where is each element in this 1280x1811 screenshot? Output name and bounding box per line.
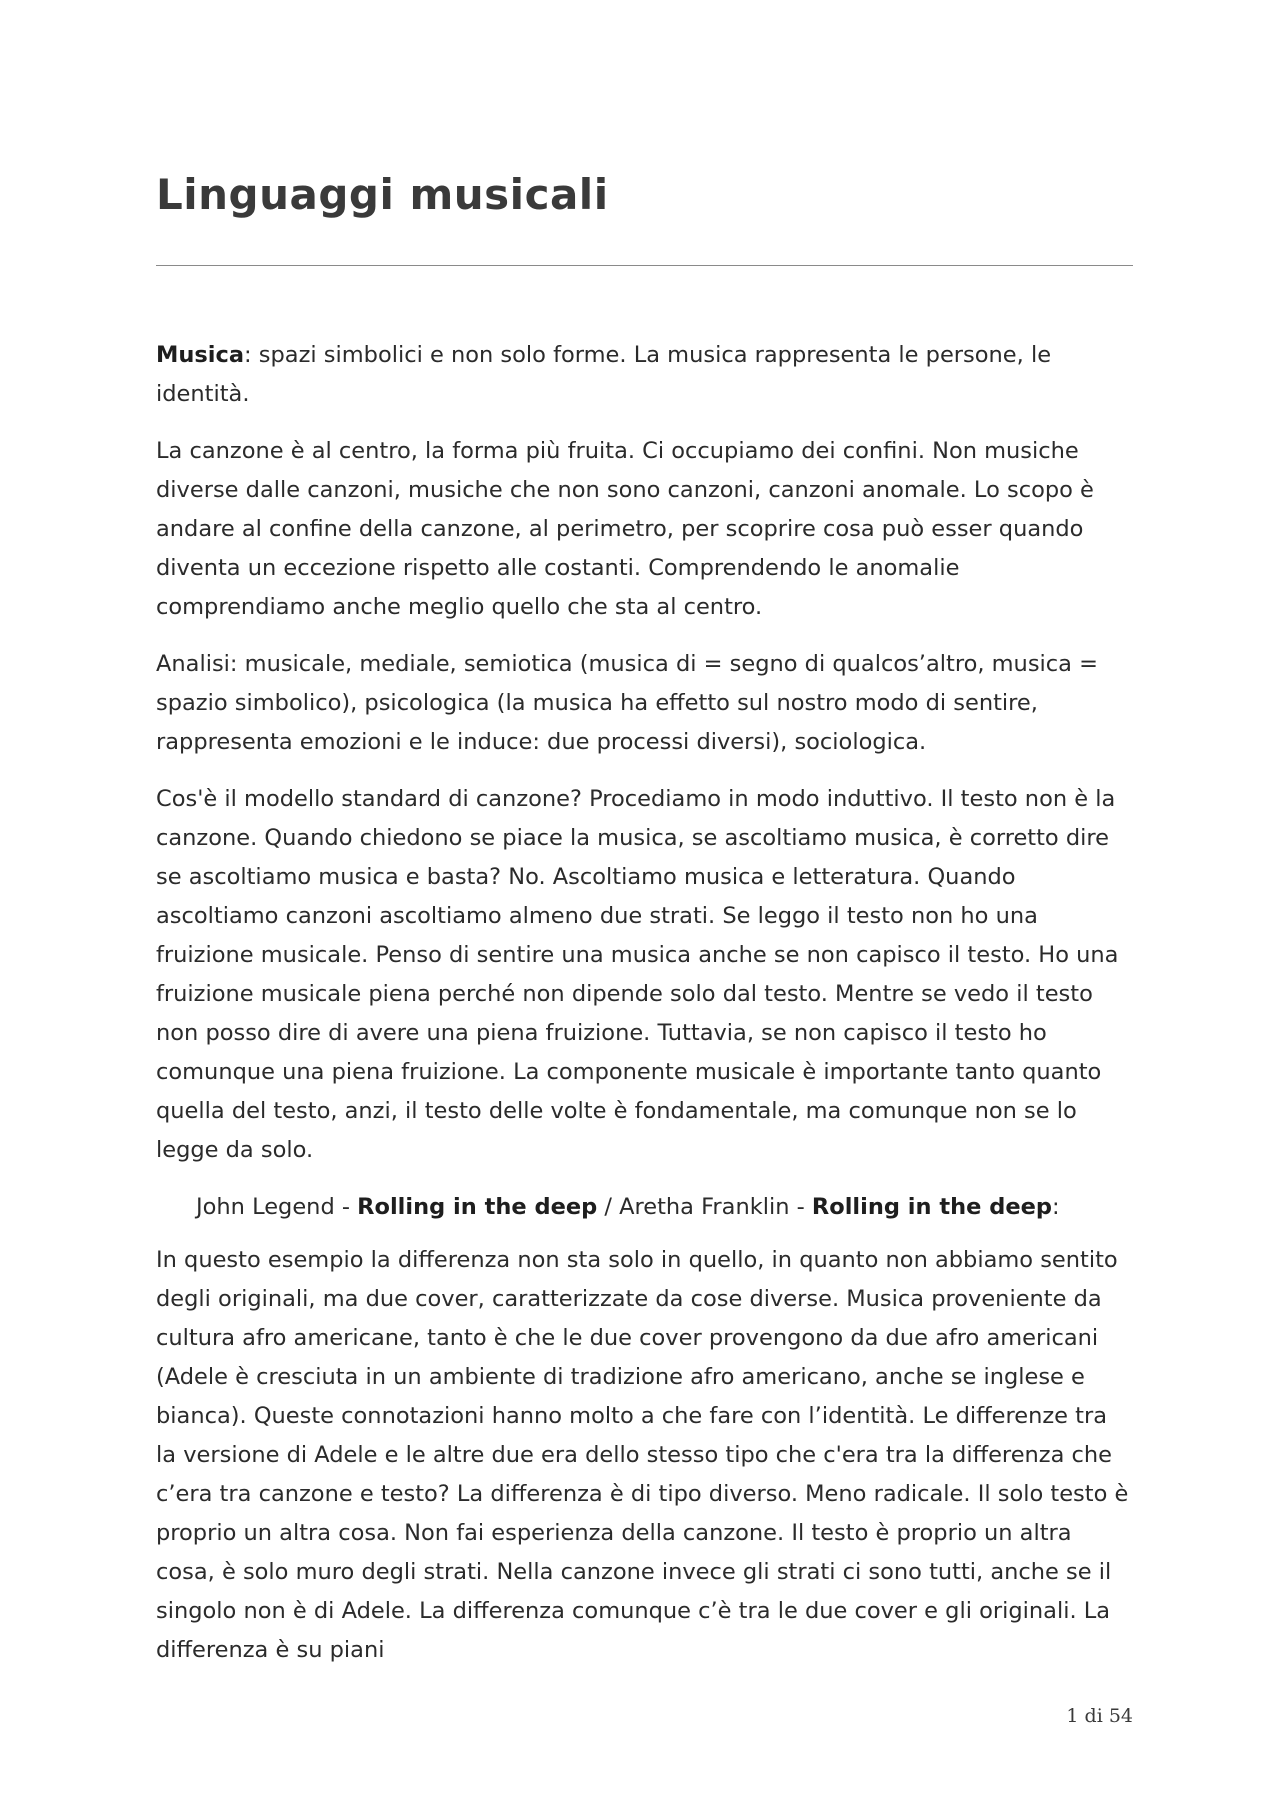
paragraph-canzone: La canzone è al centro, la forma più fruita. Ci occupiamo dei confini. Non musiche diverse dalle canzoni, musiche che non sono canzoni, canzoni anomale. Lo scopo è andare al confine della canzone, al perimetro, per scoprire cosa può esser quando diventa un eccezione rispetto alle costanti. Comprendendo le anomalie comprendiamo anche meglio quello che sta al centro. [156, 438, 1094, 620]
paragraph-modello-standard: Cos'è il modello standard di canzone? Procediamo in modo induttivo. Il testo non è la canzone. Quando chiedono se piace la musica, se ascoltiamo musica, è corretto dire se ascoltiamo musica e basta? No. Ascoltiamo musica e letteratura. Quando ascoltiamo canzoni ascoltiamo almeno due strati. Se leggo il testo non ho una fruizione musicale. Penso di sentire una musica anche se non capisco il testo. Ho una fruizione musicale piena perché non dipende solo dal testo. Mentre se vedo il testo non posso dire di avere una piena fruizione. Tuttavia, se non capisco il testo ho comunque una piena fruizione. La componente musicale è importante tanto quanto quella del testo, anzi, il testo delle volte è fondamentale, ma comunque non se lo legge da solo. [156, 786, 1119, 1163]
example-line [156, 1188, 1133, 1227]
paragraph-musica [156, 336, 1133, 414]
page-number: 1 di 54 [1066, 1705, 1133, 1727]
page-title: Linguaggi musicali [156, 170, 609, 219]
paragraph-musica-text: : spazi simbolici e non solo forme. La musica rappresenta le persone, le identità. [156, 342, 1052, 407]
title-divider [156, 265, 1133, 266]
example-separator: / Aretha Franklin - [597, 1194, 812, 1220]
term-musica: Musica [156, 342, 245, 368]
example-artist-1: John Legend - [196, 1194, 358, 1220]
document-page [156, 0, 1133, 1811]
example-song-1: Rolling in the deep [357, 1194, 598, 1220]
example-song-2: Rolling in the deep [811, 1194, 1052, 1220]
document-body [156, 336, 1133, 1688]
example-colon: : [1051, 1194, 1060, 1220]
paragraph-analisi: Analisi: musicale, mediale, semiotica (musica di = segno di qualcos’altro, musica = spazio simbolico), psicologica (la musica ha effetto sul nostro modo di sentire, rappresenta emozioni e le induce: due processi diversi), sociologica. [156, 651, 1098, 755]
paragraph-esempio: In questo esempio la differenza non sta solo in quello, in quanto non abbiamo sentito degli originali, ma due cover, caratterizzate da cose diverse. Musica proveniente da cultura afro americane, tanto è che le due cover provengono da due afro americani (Adele è cresciuta in un ambiente di tradizione afro americano, anche se inglese e bianca). Queste connotazioni hanno molto a che fare con l’identità. Le differenze tra la versione di Adele e le altre due era dello stesso tipo che c'era tra la differenza che c’era tra canzone e testo? La differenza è di tipo diverso. Meno radicale. Il solo testo è proprio un altra cosa. Non fai esperienza della canzone. Il testo è proprio un altra cosa, è solo muro degli strati. Nella canzone invece gli strati ci sono tutti, anche se il singolo non è di Adele. La differenza comunque c’è tra le due cover e gli originali. La differenza è su piani [156, 1247, 1129, 1663]
